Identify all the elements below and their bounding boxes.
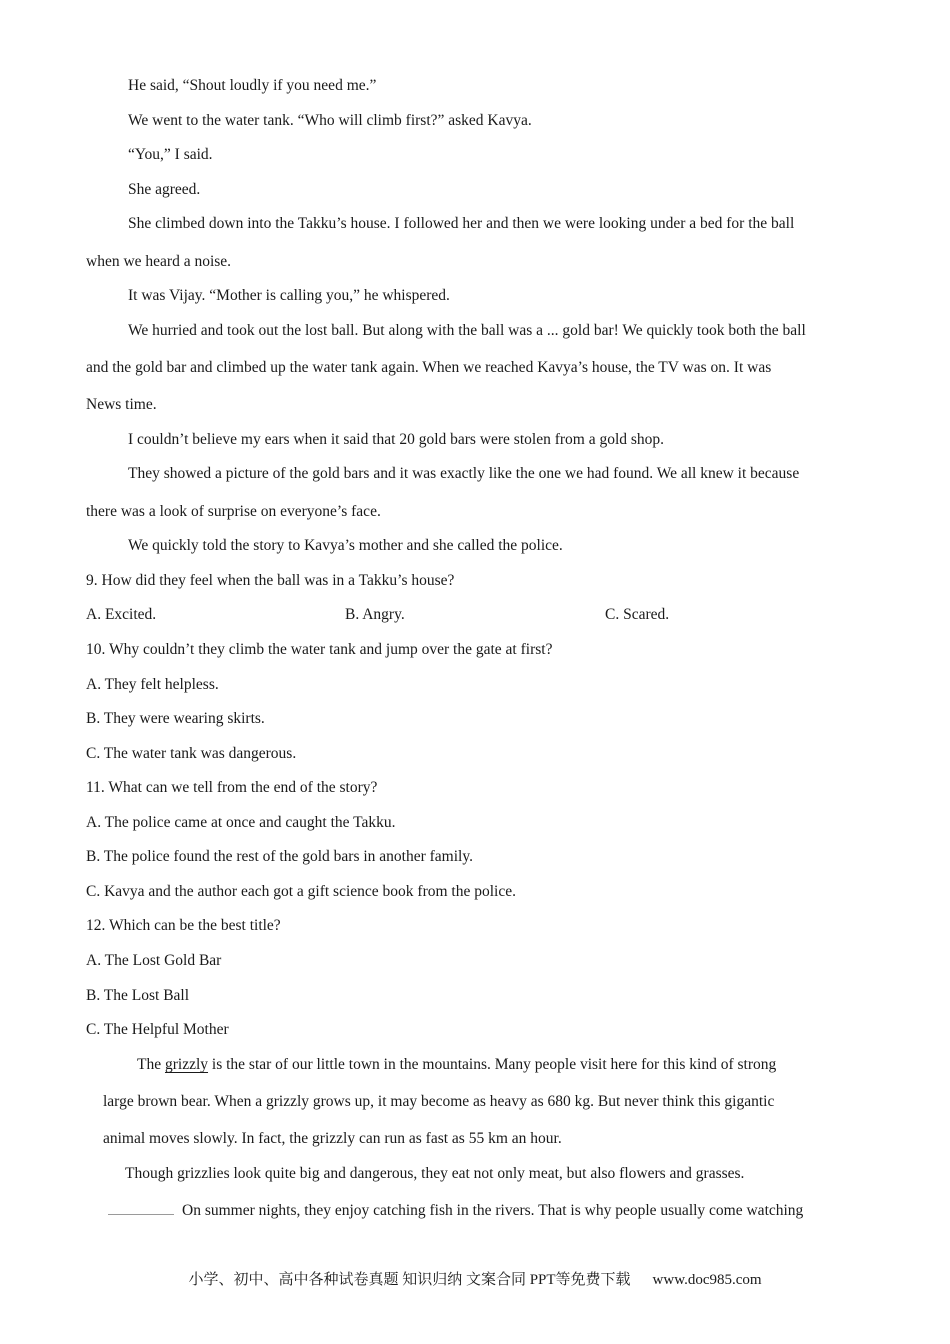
passage-line: large brown bear. When a grizzly grows up, it may become as heavy as 680 kg. But never think this gigantic: [103, 1093, 775, 1110]
passage-line: Though grizzlies look quite big and dangerous, they eat not only meat, but also flowers and grasses.: [125, 1165, 745, 1182]
answer-option: C. Scared.: [605, 606, 670, 623]
question-stem: 12. Which can be the best title?: [86, 917, 281, 934]
question-stem: 10. Why couldn’t they climb the water tank and jump over the gate at first?: [86, 641, 553, 658]
answer-option: B. The police found the rest of the gold bars in another family.: [86, 848, 473, 865]
story-paragraph: We went to the water tank. “Who will climb first?” asked Kavya.: [128, 112, 532, 129]
passage-line: animal moves slowly. In fact, the grizzly can run as fast as 55 km an hour.: [103, 1130, 562, 1147]
passage-text: The: [137, 1056, 165, 1073]
story-paragraph: We hurried and took out the lost ball. But along with the ball was a ... gold bar! We quickly took both the ball: [128, 322, 806, 339]
story-paragraph: She climbed down into the Takku’s house. I followed her and then we were looking under a bed for the ball: [128, 215, 795, 232]
story-paragraph-continued: News time.: [86, 396, 157, 413]
story-paragraph-continued: and the gold bar and climbed up the water tank again. When we reached Kavya’s house, the TV was on. It was: [86, 359, 772, 376]
answer-option: A. The police came at once and caught the Takku.: [86, 814, 396, 831]
underlined-word: grizzly: [164, 1056, 209, 1073]
story-paragraph-continued: when we heard a noise.: [86, 253, 232, 270]
passage-text: is the star of our little town in the mountains. Many people visit here for this kind of strong: [208, 1056, 777, 1073]
answer-option: B. Angry.: [345, 606, 405, 623]
answer-option: A. Excited.: [86, 606, 157, 623]
answer-option: A. They felt helpless.: [86, 676, 219, 693]
passage-line: [137, 1055, 776, 1075]
page-footer: [0, 1270, 950, 1290]
passage-line: [108, 1201, 803, 1221]
answer-option: B. The Lost Ball: [86, 987, 190, 1004]
story-paragraph: It was Vijay. “Mother is calling you,” he whispered.: [128, 287, 450, 304]
story-paragraph-continued: there was a look of surprise on everyone’s face.: [86, 503, 381, 520]
footer-url: www.doc985.com: [652, 1272, 762, 1288]
story-paragraph: “You,” I said.: [128, 146, 213, 163]
answer-option: A. The Lost Gold Bar: [86, 952, 222, 969]
answer-option: C. Kavya and the author each got a gift science book from the police.: [86, 883, 516, 900]
answer-option: C. The Helpful Mother: [86, 1021, 229, 1038]
question-stem: 9. How did they feel when the ball was in a Takku’s house?: [86, 572, 455, 589]
story-paragraph: He said, “Shout loudly if you need me.”: [128, 77, 377, 94]
story-paragraph: She agreed.: [128, 181, 201, 198]
answer-option: C. The water tank was dangerous.: [86, 745, 297, 762]
question-stem: 11. What can we tell from the end of the story?: [86, 779, 378, 796]
story-paragraph: They showed a picture of the gold bars and it was exactly like the one we had found. We all knew it because: [128, 465, 800, 482]
answer-option: B. They were wearing skirts.: [86, 710, 265, 727]
story-paragraph: We quickly told the story to Kavya’s mother and she called the police.: [128, 537, 563, 554]
passage-text: On summer nights, they enjoy catching fish in the rivers. That is why people usually come watching: [182, 1202, 804, 1219]
footer-text: 小学、初中、高中各种试卷真题 知识归纳 文案合同 PPT等免费下载: [188, 1272, 631, 1288]
answer-blank: [108, 1213, 174, 1215]
story-paragraph: I couldn’t believe my ears when it said that 20 gold bars were stolen from a gold shop.: [128, 431, 665, 448]
